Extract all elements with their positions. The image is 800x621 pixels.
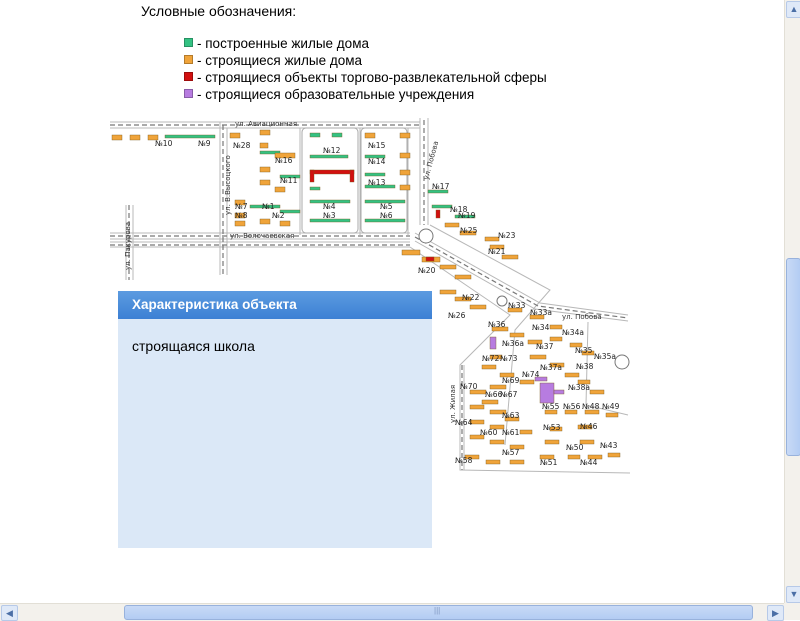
building[interactable] xyxy=(482,365,496,369)
vertical-scrollbar[interactable] xyxy=(784,0,800,603)
building[interactable] xyxy=(554,390,564,394)
building-number-label[interactable]: №11 xyxy=(280,176,298,185)
building-number-label[interactable]: №38а xyxy=(568,383,590,392)
scroll-right-button[interactable]: ▶ xyxy=(767,605,784,621)
legend-swatch-red xyxy=(184,72,193,81)
building-number-label[interactable]: №61 xyxy=(502,428,520,437)
street-name: ул. Жилая xyxy=(449,384,457,423)
building[interactable] xyxy=(365,133,375,138)
street-name: ул. Волочаевская xyxy=(230,232,295,240)
building-number-label[interactable]: №7 xyxy=(235,202,248,211)
building-number-label[interactable]: №4 xyxy=(323,202,336,211)
building[interactable] xyxy=(402,250,420,255)
building[interactable] xyxy=(400,170,410,175)
legend-item-education xyxy=(184,87,474,102)
building-number-label[interactable]: №14 xyxy=(368,157,386,166)
building[interactable] xyxy=(445,223,459,227)
building-number-label[interactable]: №3 xyxy=(323,211,336,220)
building-number-label[interactable]: №26 xyxy=(448,311,466,320)
building[interactable] xyxy=(606,413,618,417)
building-number-label[interactable]: №44 xyxy=(580,458,598,467)
scroll-left-button[interactable]: ◀ xyxy=(1,605,18,621)
panel-title: Характеристика объекта xyxy=(118,291,432,319)
building-number-label[interactable]: №1 xyxy=(262,202,275,211)
building-number-label[interactable]: №37 xyxy=(536,342,554,351)
scroll-down-button[interactable]: ▼ xyxy=(786,586,800,603)
building-number-label[interactable]: №34 xyxy=(532,323,550,332)
building-number-label[interactable]: №57 xyxy=(502,448,520,457)
building-number-label[interactable]: №38 xyxy=(576,362,594,371)
building[interactable] xyxy=(310,155,348,158)
building-number-label[interactable]: №63 xyxy=(502,411,520,420)
horizontal-scrollbar[interactable] xyxy=(0,603,784,621)
building[interactable] xyxy=(260,180,270,185)
building[interactable] xyxy=(260,167,270,172)
legend-swatch-orange xyxy=(184,55,193,64)
building[interactable] xyxy=(608,453,620,457)
building-number-label[interactable]: №12 xyxy=(323,146,341,155)
building[interactable] xyxy=(482,400,498,404)
building-number-label[interactable]: №8 xyxy=(235,211,248,220)
building[interactable] xyxy=(550,337,562,341)
building-number-label[interactable]: №64 xyxy=(455,418,473,427)
building-number-label[interactable]: №58 xyxy=(455,456,473,465)
building[interactable] xyxy=(432,205,452,208)
building-number-label[interactable]: №9 xyxy=(198,139,211,148)
building[interactable] xyxy=(130,135,140,140)
building-number-label[interactable]: №36а xyxy=(502,339,524,348)
building[interactable] xyxy=(260,130,270,135)
building-number-label[interactable]: №34а xyxy=(562,328,584,337)
scrollbar-corner xyxy=(784,603,800,620)
legend-swatch-green xyxy=(184,38,193,47)
building-number-label[interactable]: №48 xyxy=(582,402,600,411)
building-number-label[interactable]: №56 xyxy=(563,402,581,411)
building-number-label[interactable]: №28 xyxy=(233,141,251,150)
building-number-label[interactable]: №15 xyxy=(368,141,386,150)
building-number-label[interactable]: №50 xyxy=(566,443,584,452)
building-number-label[interactable]: №70 xyxy=(460,382,478,391)
legend-label: - построенные жилые дома xyxy=(197,36,369,51)
building-number-label[interactable]: №49 xyxy=(602,402,620,411)
building-number-label[interactable]: №43 xyxy=(600,441,618,450)
building-number-label[interactable]: №22 xyxy=(462,293,480,302)
street-name: ул. Пакурова xyxy=(124,221,132,270)
legend-item-building xyxy=(184,53,362,68)
building-number-label[interactable]: №16 xyxy=(275,156,293,165)
building[interactable] xyxy=(486,460,500,464)
building[interactable] xyxy=(112,135,122,140)
building-number-label[interactable]: №13 xyxy=(368,178,386,187)
building[interactable] xyxy=(260,143,268,148)
building[interactable] xyxy=(365,173,385,176)
building-number-label[interactable]: №73 xyxy=(500,354,518,363)
building[interactable] xyxy=(165,135,215,138)
building[interactable] xyxy=(440,290,456,294)
scroll-grip-icon: ||| xyxy=(434,606,441,615)
building[interactable] xyxy=(530,355,546,359)
building[interactable] xyxy=(520,380,534,384)
building[interactable] xyxy=(310,170,354,174)
street-name: ул. Побова xyxy=(422,140,441,181)
building[interactable] xyxy=(510,460,524,464)
legend-label: - строящиеся жилые дома xyxy=(197,53,363,68)
building[interactable] xyxy=(545,440,559,444)
building[interactable] xyxy=(485,237,499,241)
panel-text: строящаяся школа xyxy=(132,338,255,354)
building-number-label[interactable]: №67 xyxy=(500,390,518,399)
legend-swatch-purple xyxy=(184,89,193,98)
building-number-label[interactable]: №6 xyxy=(380,211,393,220)
building[interactable] xyxy=(400,153,410,158)
object-panel xyxy=(118,291,432,548)
building-number-label[interactable]: №66 xyxy=(485,390,503,399)
building-number-label[interactable]: №18 xyxy=(450,205,468,214)
building-number-label[interactable]: №69 xyxy=(502,376,520,385)
building-number-label[interactable]: №60 xyxy=(480,428,498,437)
building[interactable] xyxy=(510,333,524,337)
building[interactable] xyxy=(260,219,270,224)
building[interactable] xyxy=(230,133,240,138)
legend-label: - строящиеся образовательные учреждения xyxy=(197,87,475,102)
building[interactable] xyxy=(470,305,486,309)
building-number-label[interactable]: №72 xyxy=(482,354,500,363)
scroll-up-button[interactable]: ▲ xyxy=(786,1,800,18)
building-number-label[interactable]: №21 xyxy=(488,247,506,256)
building[interactable] xyxy=(568,455,580,459)
building-number-label[interactable]: №36 xyxy=(488,320,506,329)
street-name: ул. В.Высоцкого xyxy=(224,155,232,215)
building[interactable] xyxy=(350,170,354,182)
building-number-label[interactable]: №51 xyxy=(540,458,558,467)
building[interactable] xyxy=(426,257,434,261)
building-number-label[interactable]: №10 xyxy=(155,139,173,148)
building[interactable] xyxy=(436,210,440,218)
building[interactable] xyxy=(235,221,245,226)
building-number-label[interactable]: №33а xyxy=(530,308,552,317)
street-name: ул. Авиационная xyxy=(235,120,298,128)
building-number-label[interactable]: №17 xyxy=(432,182,450,191)
legend-title: Условные обозначения: xyxy=(141,3,297,19)
building-number-label[interactable]: №53 xyxy=(543,423,561,432)
legend-item-commercial xyxy=(184,70,547,85)
building[interactable] xyxy=(455,275,471,279)
building-number-label[interactable]: №25 xyxy=(460,226,478,235)
building-number-label[interactable]: №19 xyxy=(458,211,476,220)
building-number-label[interactable]: №55 xyxy=(542,402,560,411)
building[interactable] xyxy=(565,373,579,377)
building[interactable] xyxy=(490,440,504,444)
building[interactable] xyxy=(332,133,342,137)
building[interactable] xyxy=(280,221,290,226)
building-number-label[interactable]: №2 xyxy=(272,211,285,220)
building[interactable] xyxy=(490,385,506,389)
building[interactable] xyxy=(520,430,532,434)
building-number-label[interactable]: №33 xyxy=(508,301,526,310)
building[interactable] xyxy=(310,133,320,137)
street-name: ул. Побова xyxy=(562,313,602,321)
building-number-label[interactable]: №35 xyxy=(575,346,593,355)
building[interactable] xyxy=(310,170,314,182)
building[interactable] xyxy=(400,133,410,138)
building[interactable] xyxy=(550,325,562,329)
building-number-label[interactable]: №74 xyxy=(522,370,540,379)
building[interactable] xyxy=(490,337,496,349)
building-number-label[interactable]: №23 xyxy=(498,231,516,240)
legend-item-built xyxy=(184,36,369,51)
building[interactable] xyxy=(275,187,285,192)
building-number-label[interactable]: №35а xyxy=(594,352,616,361)
vertical-scroll-thumb[interactable] xyxy=(786,258,800,456)
building[interactable] xyxy=(590,390,604,394)
building[interactable] xyxy=(540,383,554,403)
building-number-label[interactable]: №37а xyxy=(540,363,562,372)
building[interactable] xyxy=(310,187,320,190)
building-number-label[interactable]: №20 xyxy=(418,266,436,275)
building[interactable] xyxy=(400,185,410,190)
building[interactable] xyxy=(440,265,456,269)
legend-label: - строящиеся объекты торгово-развлекательной сферы xyxy=(197,70,547,85)
building-number-label[interactable]: №5 xyxy=(380,202,393,211)
building[interactable] xyxy=(470,405,484,409)
building-number-label[interactable]: №46 xyxy=(580,422,598,431)
